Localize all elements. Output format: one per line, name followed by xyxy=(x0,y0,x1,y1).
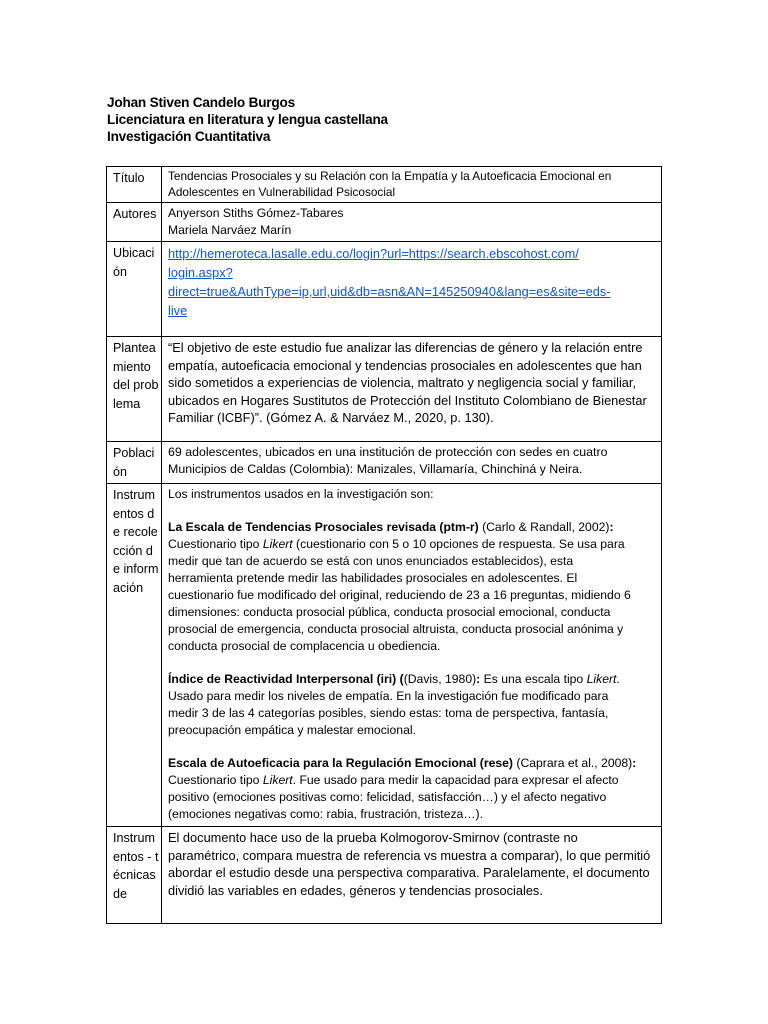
source-link[interactable]: live xyxy=(168,303,188,318)
source-link[interactable]: http://hemeroteca.lasalle.edu.co/login?url=https://search.ebscohost.com/ xyxy=(168,246,579,261)
summary-table xyxy=(106,166,662,924)
program-name: Licenciatura en literatura y lengua castellana xyxy=(107,112,388,127)
row-value: Tendencias Prosociales y su Relación con la Empatía y la Autoeficacia Emocional en Adolescentes en Vulnerabilidad Psicosocial xyxy=(162,167,662,203)
row-poblacion xyxy=(107,442,662,484)
row-value: Los instrumentos usados en la investigación son: La Escala de Tendencias Prosociales revisada (ptm-r) (Carlo & Randall, 2002): Cuestionario tipo Likert (cuestionario con 5 o 10 opciones de respuesta. Se usa para medir que tan de acuerdo se está con unos enunciados establecidos), esta herramienta pretende medir las habilidades prosociales en adolescentes. El cuestionario fue modificado del original, reduciendo de 23 a 16 preguntas, midiendo 6 dimensiones: conducta prosocial pública, conducta prosocial emocional, conducta prosocial de emergencia, conducta prosocial altruista, conducta prosocial anónima y conducta prosocial de complacencia u obediencia. Índice de Reactividad Interpersonal (iri) ((Davis, 1980): Es una escala tipo Likert. Usado para medir los niveles de empatía. En la investigación fue modificado para medir 3 de las 4 categorías posibles, siendo estas: toma de perspectiva, fantasía, preocupación empática y malestar emocional. Escala de Autoeficacia para la Regulación Emocional (rese) (Caprara et al., 2008): Cuestionario tipo Likert. Fue usado para medir la capacidad para expresar el afecto positivo (emociones positivas como: felicidad, satisfacción…) y el afecto negativo (emociones negativas como: rabia, frustración, tristeza…). xyxy=(162,484,662,827)
row-label: Instrumentos - técnicas de xyxy=(107,827,162,924)
instruments-intro: Los instrumentos usados en la investigación son: xyxy=(168,487,434,501)
ptm-heading: La Escala de Tendencias Prosociales revisada (ptm-r) (Carlo & Randall, 2002): xyxy=(168,520,614,534)
document-header xyxy=(107,94,388,145)
source-link[interactable]: direct=true&AuthType=ip,url,uid&db=asn&AN=145250940&lang=es&site=eds- xyxy=(168,284,611,299)
row-planteamiento xyxy=(107,337,662,442)
research-type: Investigación Cuantitativa xyxy=(107,129,271,144)
rese-heading: Escala de Autoeficacia para la Regulación Emocional (rese) (Caprara et al., 2008): xyxy=(168,756,637,770)
row-value: “El objetivo de este estudio fue analizar las diferencias de género y la relación entre empatía, autoeficacia emocional y tendencias prosociales en adolescentes que han sido sometidos a experiencias de violencia, maltrato y negligencia social y familiar, ubicados en Hogares Sustitutos de Protección del Instituto Colombiano de Bienestar Familiar (ICBF)”. (Gómez A. & Narváez M., 2020, p. 130). xyxy=(162,337,662,442)
row-label: Instrumentos de recolección de información xyxy=(107,484,162,827)
row-value: Anyerson Stiths Gómez-Tabares Mariela Narváez Marín xyxy=(162,203,662,242)
row-value xyxy=(162,242,662,337)
source-link[interactable]: login.aspx? xyxy=(168,265,233,280)
row-instrumentos xyxy=(107,484,662,827)
row-label: Planteamiento del problema xyxy=(107,337,162,442)
row-label: Título xyxy=(107,167,162,203)
row-ubicacion xyxy=(107,242,662,337)
author-name: Johan Stiven Candelo Burgos xyxy=(107,95,295,110)
row-titulo xyxy=(107,167,662,203)
row-tecnicas xyxy=(107,827,662,924)
row-value: El documento hace uso de la prueba Kolmogorov-Smirnov (contraste no paramétrico, compara muestra de referencia vs muestra a comparar), lo que permitió abordar el estudio desde una perspectiva comparativa. Paralelamente, el documento dividió las variables en edades, géneros y tendencias prosociales. xyxy=(162,827,662,924)
row-value: 69 adolescentes, ubicados en una institución de protección con sedes en cuatro Municipios de Caldas (Colombia): Manizales, Villamaría, Chinchiná y Neira. xyxy=(162,442,662,484)
row-label: Ubicación xyxy=(107,242,162,337)
row-autores xyxy=(107,203,662,242)
row-label: Población xyxy=(107,442,162,484)
iri-heading: Índice de Reactividad Interpersonal (iri) ((Davis, 1980): Es una escala tipo Likert. xyxy=(168,672,620,686)
row-label: Autores xyxy=(107,203,162,242)
